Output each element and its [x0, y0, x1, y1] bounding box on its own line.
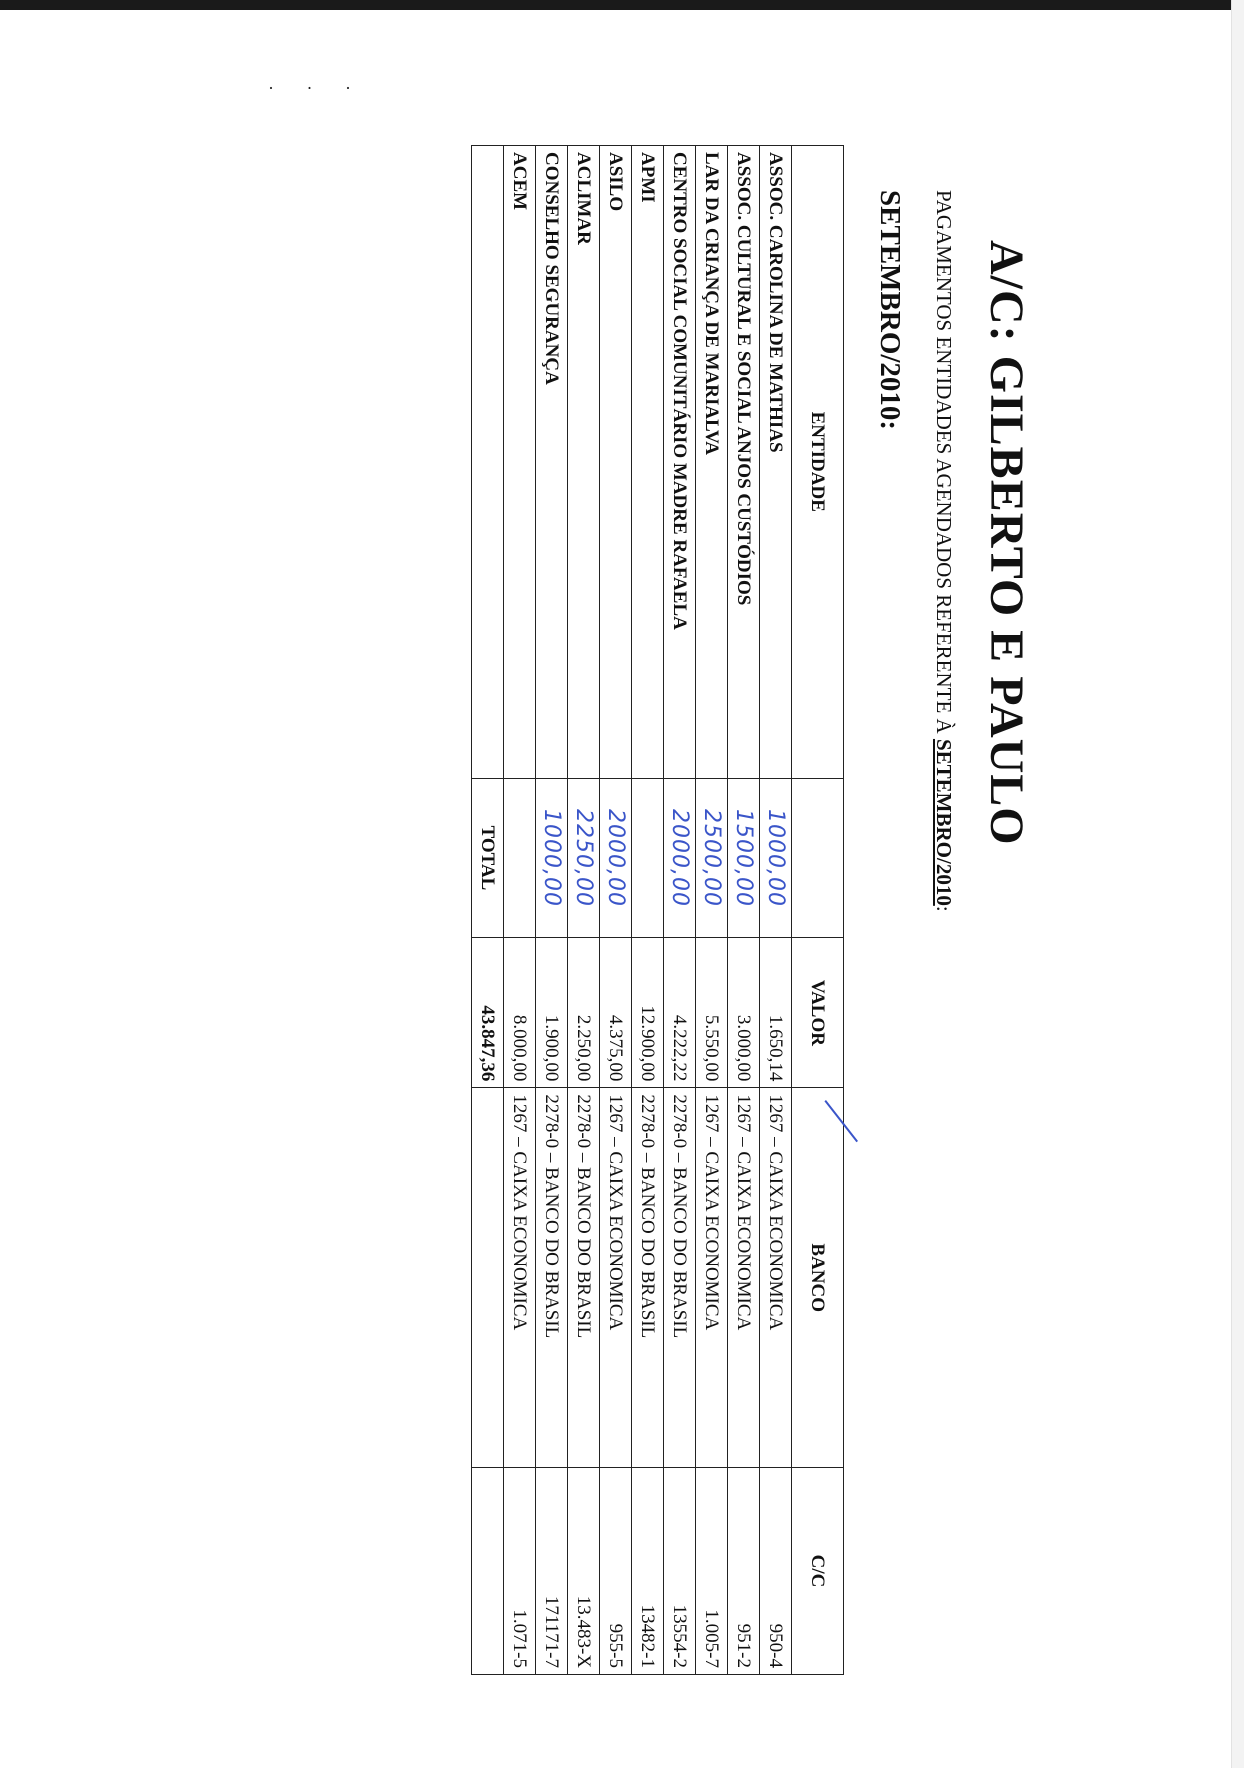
row-cc: 950-4	[760, 1468, 792, 1675]
row-handwritten-note	[504, 778, 536, 938]
row-valor: 1.900,00	[536, 938, 568, 1088]
row-valor: 4.222,22	[664, 938, 696, 1088]
row-entidade: ACLIMAR	[568, 146, 600, 779]
month-heading: SETEMBRO/2010:	[874, 190, 906, 431]
row-cc: 1.071-5	[504, 1468, 536, 1675]
row-banco: 1267 – CAIXA ECONOMICA	[696, 1088, 728, 1468]
total-value: 43.847,36	[472, 938, 504, 1088]
row-entidade: ASSOC. CULTURAL E SOCIAL ANJOS CUSTÓDIOS	[728, 146, 760, 779]
row-banco: 1267 – CAIXA ECONOMICA	[728, 1088, 760, 1468]
row-valor: 5.550,00	[696, 938, 728, 1088]
row-handwritten-note: 1500,00	[728, 778, 760, 938]
table-row	[600, 146, 632, 1675]
subtitle-prefix: PAGAMENTOS ENTIDADES AGENDADOS REFERENTE À	[932, 190, 956, 739]
row-valor: 3.000,00	[728, 938, 760, 1088]
table-row	[536, 146, 568, 1675]
table-row	[728, 146, 760, 1675]
row-entidade: ASILO	[600, 146, 632, 779]
row-banco: 2278-0 – BANCO DO BRASIL	[536, 1088, 568, 1468]
total-blank-cell	[472, 146, 504, 779]
table-header-row	[792, 146, 844, 1675]
row-valor: 8.000,00	[504, 938, 536, 1088]
row-banco: 1267 – CAIXA ECONOMICA	[760, 1088, 792, 1468]
table-row	[568, 146, 600, 1675]
header-handwritten-blank	[792, 778, 844, 938]
row-valor: 1.650,14	[760, 938, 792, 1088]
total-blank-cell	[472, 1468, 504, 1675]
row-handwritten-note: 2500,00	[696, 778, 728, 938]
total-blank-cell	[472, 1088, 504, 1468]
row-banco: 1267 – CAIXA ECONOMICA	[600, 1088, 632, 1468]
row-handwritten-note: 2000,00	[600, 778, 632, 938]
row-cc: 171171-7	[536, 1468, 568, 1675]
header-banco: BANCO	[792, 1088, 844, 1468]
subtitle-suffix: :	[932, 905, 956, 912]
row-banco: 2278-0 – BANCO DO BRASIL	[568, 1088, 600, 1468]
row-entidade: APMI	[632, 146, 664, 779]
row-banco: 1267 – CAIXA ECONOMICA	[504, 1088, 536, 1468]
row-cc: 13482-1	[632, 1468, 664, 1675]
header-entidade: ENTIDADE	[792, 146, 844, 779]
row-banco: 2278-0 – BANCO DO BRASIL	[632, 1088, 664, 1468]
row-valor: 2.250,00	[568, 938, 600, 1088]
scan-specks: · · ·	[268, 78, 365, 98]
table-row	[760, 146, 792, 1675]
row-cc: 13.483-X	[568, 1468, 600, 1675]
row-handwritten-note	[632, 778, 664, 938]
row-handwritten-note: 1000,00	[760, 778, 792, 938]
header-cc: C/C	[792, 1468, 844, 1675]
document-title: A/C: GILBERTO E PAULO	[980, 240, 1033, 846]
row-cc: 955-5	[600, 1468, 632, 1675]
row-handwritten-note: 2000,00	[664, 778, 696, 938]
row-entidade: ACEM	[504, 146, 536, 779]
row-valor: 4.375,00	[600, 938, 632, 1088]
row-handwritten-note: 1000,00	[536, 778, 568, 938]
total-label: TOTAL	[472, 778, 504, 938]
header-valor: VALOR	[792, 938, 844, 1088]
row-cc: 951-2	[728, 1468, 760, 1675]
table-row	[632, 146, 664, 1675]
row-cc: 1.005-7	[696, 1468, 728, 1675]
row-entidade: ASSOC. CAROLINA DE MATHIAS	[760, 146, 792, 779]
row-entidade: LAR DA CRIANÇA DE MARIALVA	[696, 146, 728, 779]
table-row	[664, 146, 696, 1675]
row-banco: 2278-0 – BANCO DO BRASIL	[664, 1088, 696, 1468]
table-row	[696, 146, 728, 1675]
entities-table	[471, 145, 844, 1675]
row-cc: 13554-2	[664, 1468, 696, 1675]
row-entidade: CONSELHO SEGURANÇA	[536, 146, 568, 779]
row-handwritten-note: 2250,00	[568, 778, 600, 938]
row-entidade: CENTRO SOCIAL COMUNITÁRIO MADRE RAFAELA	[664, 146, 696, 779]
table-row	[504, 146, 536, 1675]
subtitle-month: SETEMBRO/2010	[932, 738, 956, 906]
row-valor: 12.900,00	[632, 938, 664, 1088]
document-subtitle	[931, 190, 956, 912]
total-row	[472, 146, 504, 1675]
